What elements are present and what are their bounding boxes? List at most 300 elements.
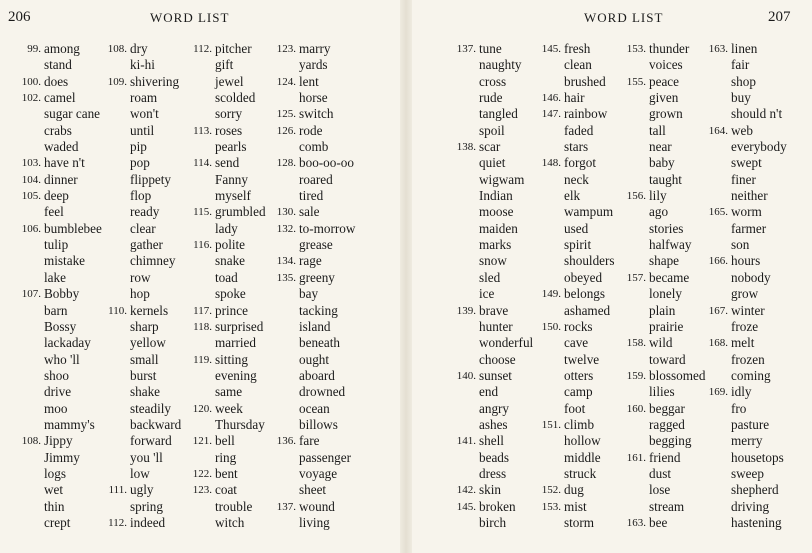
word-entry [299,384,355,400]
vocabulary-word: surprised [215,318,264,334]
vocabulary-word: crabs [44,122,72,138]
vocabulary-word: housetops [731,449,784,465]
word-entry [299,172,355,188]
vocabulary-word: maiden [479,220,518,236]
word-entry [215,384,266,400]
word-entry [649,303,705,319]
word-entry [731,401,787,417]
vocabulary-word: shoulders [564,253,615,269]
word-entry [130,155,181,171]
vocabulary-word: pasture [731,416,770,432]
vocabulary-word: pitcher [215,41,252,56]
lesson-page-number: 134. [276,255,296,268]
vocabulary-word: rode [299,122,323,138]
vocabulary-word: toward [649,351,686,367]
word-entry [215,57,266,73]
lesson-page-number: 113. [193,124,212,137]
word-entry [541,286,615,302]
word-entry [193,155,266,171]
word-entry [649,221,705,237]
lesson-page-number: 137. [456,43,476,55]
word-entry [299,417,355,433]
word-entry [130,319,181,335]
vocabulary-word: should n't [731,106,783,122]
word-entry [564,57,615,73]
vocabulary-word: living [299,514,330,530]
word-entry [456,41,533,57]
word-entry [649,90,705,106]
lesson-page-number: 166. [708,255,728,268]
word-entry [708,384,787,400]
vocabulary-word: shoo [44,367,69,383]
vocabulary-word: marry [299,41,331,56]
vocabulary-word: sheet [299,482,327,498]
word-entry [299,335,355,351]
lesson-page-number: 157. [626,271,646,284]
lesson-page-number: 114. [193,157,212,170]
word-entry [21,171,102,188]
word-entry [44,253,102,269]
vocabulary-word: forgot [564,155,596,171]
vocabulary-word: spoil [479,122,505,138]
word-entry [44,466,102,482]
lesson-page-number: 109. [107,75,127,88]
vocabulary-word: rage [299,253,322,269]
word-entry [456,302,533,319]
vocabulary-word: quiet [479,155,506,171]
word-entry [649,499,705,515]
word-entry [44,204,102,220]
lesson-page-number: 161. [626,451,646,464]
lesson-page-number: 153. [626,43,646,55]
vocabulary-word: shivering [130,73,180,89]
word-entry [130,433,181,449]
vocabulary-word: idly [731,384,752,400]
word-entry [649,286,705,302]
word-entry [541,318,615,335]
vocabulary-word: swept [731,155,762,171]
vocabulary-word: voyage [299,465,338,481]
word-entry [626,188,705,204]
word-entry [44,303,102,319]
vocabulary-word: ashamed [564,302,611,318]
vocabulary-word: faded [564,122,594,138]
word-entry [731,90,787,106]
vocabulary-word: ki-hi [130,57,155,73]
word-entry [193,302,266,319]
vocabulary-word: Indian [479,188,513,204]
left-column-1 [21,41,102,531]
vocabulary-word: grown [649,106,683,122]
vocabulary-word: brave [479,302,509,318]
vocabulary-word: yellow [130,335,166,351]
word-entry [649,155,705,171]
vocabulary-word: twelve [564,351,600,367]
word-entry [130,237,181,253]
word-entry [649,106,705,122]
lesson-page-number: 126. [276,124,296,137]
word-entry [649,139,705,155]
vocabulary-word: lose [649,482,671,498]
vocabulary-word: peace [649,73,680,89]
vocabulary-word: aboard [299,367,335,383]
vocabulary-word: taught [649,171,682,187]
vocabulary-word: lily [649,188,667,204]
word-entry [192,400,266,417]
vocabulary-word: frozen [731,351,765,367]
lesson-page-number: 150. [541,320,561,333]
vocabulary-word: skin [479,482,501,498]
lesson-page-number: 122. [192,467,212,480]
word-entry [456,482,533,498]
word-entry [193,318,266,335]
word-entry [108,514,181,531]
lesson-page-number: 118. [193,320,212,333]
vocabulary-word: small [130,351,159,367]
word-entry [276,269,355,286]
lesson-page-number: 135. [276,271,296,284]
word-entry [192,465,266,482]
vocabulary-word: drive [44,384,72,400]
lesson-page-number: 145. [541,43,561,55]
vocabulary-word: mist [564,498,587,514]
vocabulary-word: won't [130,106,159,122]
word-entry [44,482,102,498]
word-entry [564,303,615,319]
word-entry [276,73,355,90]
word-entry [564,335,615,351]
word-entry [192,433,266,449]
word-entry [130,335,181,351]
vocabulary-word: brushed [564,73,606,89]
word-entry [130,172,181,188]
vocabulary-word: tired [299,188,324,204]
vocabulary-word: coat [215,482,237,498]
vocabulary-word: ashes [479,416,508,432]
vocabulary-word: burst [130,367,157,383]
lesson-page-number: 163. [708,43,728,55]
word-entry [215,188,266,204]
word-entry [276,253,355,269]
word-entry [299,319,355,335]
word-entry [215,286,266,302]
vocabulary-word: ought [299,351,330,367]
word-entry [649,237,705,253]
vocabulary-word: dress [479,465,507,481]
word-entry [541,416,615,433]
word-entry [649,384,705,400]
word-entry [21,220,102,237]
word-entry [564,204,615,220]
vocabulary-word: dry [130,41,148,56]
word-entry [564,221,615,237]
word-entry [456,367,533,384]
vocabulary-word: steadily [130,400,172,416]
word-entry [299,450,355,466]
word-entry [44,237,102,253]
lesson-page-number: 158. [626,337,646,350]
vocabulary-word: barn [44,302,68,318]
vocabulary-word: tangled [479,106,518,122]
vocabulary-word: prince [215,302,248,318]
word-entry [731,188,787,204]
word-entry [564,433,615,449]
vocabulary-word: dinner [44,171,78,187]
word-entry [130,352,181,368]
vocabulary-word: fair [731,57,750,73]
vocabulary-word: toad [215,269,238,285]
word-entry [44,270,102,286]
lesson-page-number: 116. [193,239,212,252]
vocabulary-word: billows [299,416,338,432]
word-entry [299,515,355,531]
word-entry [708,335,787,351]
vocabulary-word: ring [215,449,237,465]
word-entry [130,368,181,384]
word-entry [276,155,355,171]
word-entry [44,384,102,400]
vocabulary-word: cross [479,73,507,89]
word-entry [564,139,615,155]
vocabulary-word: became [649,269,690,285]
word-entry [731,139,787,155]
word-entry [541,155,615,171]
word-entry [193,237,266,253]
lesson-page-number: 159. [626,369,646,382]
word-entry [649,433,705,449]
vocabulary-word: spirit [564,237,592,253]
vocabulary-word: choose [479,351,516,367]
word-entry [130,90,181,106]
word-entry [731,482,787,498]
vocabulary-word: roared [299,171,333,187]
vocabulary-word: used [564,220,589,236]
word-entry [731,499,787,515]
word-entry [626,269,705,286]
vocabulary-word: halfway [649,237,692,253]
vocabulary-word: bent [215,465,238,481]
vocabulary-word: ice [479,286,495,302]
lesson-page-number: 107. [21,288,41,301]
word-entry [193,204,266,220]
word-entry [21,90,102,106]
word-entry [564,188,615,204]
word-entry [479,155,533,171]
vocabulary-word: waded [44,139,79,155]
word-entry [479,90,533,106]
word-entry [130,188,181,204]
lesson-page-number: 151. [541,418,561,431]
vocabulary-word: row [130,269,151,285]
vocabulary-word: gift [215,57,234,73]
word-entry [479,204,533,220]
vocabulary-word: blossomed [649,367,706,383]
word-entry [649,253,705,269]
lesson-page-number: 140. [456,369,476,382]
vocabulary-word: otters [564,367,594,383]
vocabulary-word: froze [731,318,759,334]
word-entry [731,368,787,384]
vocabulary-word: indeed [130,514,166,530]
vocabulary-word: coming [731,367,771,383]
left-page-number: 206 [8,9,31,25]
vocabulary-word: snake [215,253,246,269]
word-entry [456,498,533,515]
vocabulary-word: among [44,41,80,56]
vocabulary-word: grease [299,237,333,253]
word-entry [44,417,102,433]
vocabulary-word: grumbled [215,204,266,220]
vocabulary-word: spring [130,498,163,514]
vocabulary-word: wild [649,335,673,351]
vocabulary-word: foot [564,400,586,416]
word-entry [731,417,787,433]
vocabulary-word: buy [731,90,751,106]
vocabulary-word: hollow [564,433,601,449]
word-entry [564,237,615,253]
lesson-page-number: 103. [21,157,41,170]
word-entry [215,368,266,384]
vocabulary-word: fare [299,433,320,449]
word-entry [44,57,102,73]
word-entry [215,221,266,237]
vocabulary-word: logs [44,465,66,481]
vocabulary-word: lady [215,220,238,236]
vocabulary-word: lent [299,73,319,89]
vocabulary-word: hop [130,286,150,302]
vocabulary-word: fresh [564,41,591,56]
word-entry [564,172,615,188]
vocabulary-word: thunder [649,41,690,56]
word-entry [541,498,615,515]
lesson-page-number: 119. [193,353,212,366]
vocabulary-word: wonderful [479,335,534,351]
word-entry [626,335,705,351]
vocabulary-word: dust [649,465,671,481]
word-entry [193,122,266,139]
word-entry [564,515,615,531]
vocabulary-word: snow [479,253,507,269]
lesson-page-number: 102. [21,92,41,105]
vocabulary-word: passenger [299,449,351,465]
vocabulary-word: end [479,384,499,400]
vocabulary-word: boo-oo-oo [299,155,354,171]
vocabulary-word: stars [564,139,589,155]
vocabulary-word: rocks [564,318,593,334]
word-entry [299,237,355,253]
word-entry [299,303,355,319]
vocabulary-word: Bobby [44,286,80,302]
vocabulary-word: roam [130,90,158,106]
vocabulary-word: jewel [215,73,244,89]
word-entry [44,450,102,466]
word-entry [107,41,181,57]
word-entry [21,286,102,302]
word-entry [44,515,102,531]
word-entry [731,106,787,122]
vocabulary-word: crept [44,514,71,530]
word-entry [44,401,102,417]
vocabulary-word: lilies [649,384,675,400]
word-entry [215,335,266,351]
vocabulary-word: neck [564,171,589,187]
word-entry [649,204,705,220]
word-entry [130,450,181,466]
vocabulary-word: rainbow [564,106,608,122]
lesson-page-number: 130. [276,206,296,219]
vocabulary-word: clear [130,220,156,236]
vocabulary-word: voices [649,57,683,73]
word-entry [44,499,102,515]
lesson-page-number: 117. [193,304,212,317]
vocabulary-word: shop [731,73,756,89]
word-entry [276,41,355,57]
vocabulary-word: stream [649,498,685,514]
word-entry [708,302,787,319]
vocabulary-word: thin [44,498,65,514]
word-entry [564,270,615,286]
vocabulary-word: tacking [299,302,338,318]
vocabulary-word: who 'll [44,351,80,367]
word-entry [215,74,266,90]
vocabulary-word: sharp [130,318,159,334]
vocabulary-word: spoke [215,286,246,302]
word-entry [708,41,787,57]
vocabulary-word: sled [479,269,501,285]
vocabulary-word: lake [44,269,66,285]
vocabulary-word: kernels [130,302,169,318]
vocabulary-word: beads [479,449,510,465]
vocabulary-word: camel [44,90,76,106]
vocabulary-word: wet [44,482,64,498]
right-page-number: 207 [768,9,791,25]
vocabulary-word: comb [299,139,329,155]
vocabulary-word: wigwam [479,171,525,187]
vocabulary-word: prairie [649,318,684,334]
vocabulary-word: scar [479,139,501,155]
word-entry [21,433,102,449]
lesson-page-number: 163. [626,516,646,529]
word-entry [130,221,181,237]
word-entry [299,139,355,155]
vocabulary-word: moo [44,400,68,416]
word-entry [626,367,706,384]
word-entry [649,466,705,482]
word-entry [299,466,355,482]
word-entry [299,286,355,302]
vocabulary-word: shell [479,433,504,449]
vocabulary-word: witch [215,514,245,530]
vocabulary-word: you 'll [130,449,163,465]
word-entry [44,139,102,155]
word-entry [130,123,181,139]
word-entry [479,237,533,253]
word-entry [215,139,266,155]
vocabulary-word: ugly [130,482,154,498]
vocabulary-word: neither [731,188,768,204]
lesson-page-number: 111. [108,484,127,497]
word-entry [130,204,181,220]
vocabulary-word: tulip [44,237,69,253]
vocabulary-word: send [215,155,240,171]
lesson-page-number: 145. [456,500,476,513]
vocabulary-word: Thursday [215,416,265,432]
word-entry [541,90,615,106]
word-entry [649,172,705,188]
word-entry [649,352,705,368]
lesson-page-number: 121. [192,435,212,448]
word-entry [299,90,355,106]
